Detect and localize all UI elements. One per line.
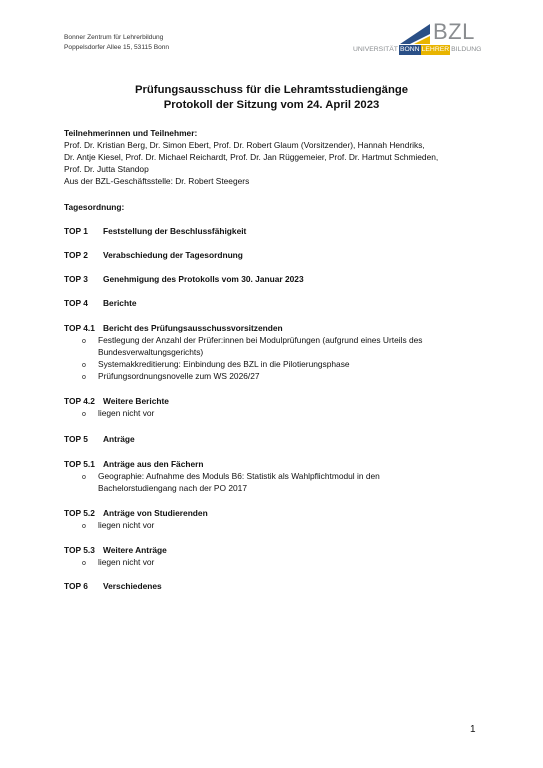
agenda-item-top2 <box>64 249 243 261</box>
agenda-item-top5-3 <box>64 544 167 556</box>
participants-line: Dr. Antje Kiesel, Prof. Dr. Michael Reichardt, Prof. Dr. Jan Rüggemeier, Prof. Dr. Hartmut Schmieden, <box>64 152 439 162</box>
list-item-text: liegen nicht vor <box>98 557 155 567</box>
bullet-marker: o <box>82 411 86 418</box>
agenda-title: Verschiedenes <box>103 581 162 591</box>
logo-subline <box>352 45 482 55</box>
agenda-heading: Tagesordnung: <box>64 202 125 212</box>
document-subtitle: Protokoll der Sitzung vom 24. April 2023 <box>163 99 380 111</box>
participants-line: Prof. Dr. Kristian Berg, Dr. Simon Ebert, Prof. Dr. Robert Glaum (Vorsitzender), Hannah Hendriks, <box>64 140 425 150</box>
agenda-code: TOP 4.1 <box>64 323 95 333</box>
agenda-title: Anträge aus den Fächern <box>103 459 204 469</box>
list-item-text: liegen nicht vor <box>98 520 155 530</box>
list-item-text: Systemakkreditierung: Einbindung des BZL in die Pilotierungsphase <box>98 359 350 369</box>
bullet-marker: o <box>82 560 86 567</box>
agenda-title: Weitere Berichte <box>103 396 169 406</box>
logo-sub-bildung: BILDUNG <box>451 46 482 53</box>
agenda-title: Feststellung der Beschlussfähigkeit <box>103 226 247 236</box>
list-item-text: liegen nicht vor <box>98 408 155 418</box>
agenda-code: TOP 2 <box>64 250 88 260</box>
list-item-continuation: Bachelorstudiengang nach der PO 2017 <box>98 483 247 493</box>
agenda-code: TOP 5.3 <box>64 545 95 555</box>
bullet-marker: o <box>82 474 86 481</box>
bzl-logo <box>352 19 500 58</box>
agenda-item-top6 <box>64 580 162 592</box>
list-item <box>82 519 154 533</box>
bullet-marker: o <box>82 362 86 369</box>
bzl-logo-mark-icon <box>400 24 430 44</box>
agenda-title: Bericht des Prüfungsausschussvorsitzenden <box>103 323 283 333</box>
agenda-code: TOP 4 <box>64 298 88 308</box>
document-title: Prüfungsausschuss für die Lehramtsstudiengänge <box>134 84 409 96</box>
page-number: 1 <box>470 724 476 735</box>
list-item <box>82 370 260 384</box>
agenda-item-top3 <box>64 273 304 285</box>
list-item-text: Festlegung der Anzahl der Prüfer:innen bei Modulprüfungen (aufgrund eines Urteils des <box>98 335 423 345</box>
agenda-item-top4-2 <box>64 395 169 407</box>
agenda-item-top1 <box>64 225 246 237</box>
agenda-code: TOP 5.1 <box>64 459 95 469</box>
agenda-code: TOP 5.2 <box>64 508 95 518</box>
agenda-item-top5-2 <box>64 507 208 519</box>
agenda-code: TOP 4.2 <box>64 396 95 406</box>
agenda-code: TOP 1 <box>64 226 88 236</box>
agenda-item-top4-1 <box>64 322 283 334</box>
logo-sub-bonn: BONN <box>399 46 420 53</box>
address-line-2: Poppelsdorfer Allee 15, 53115 Bonn <box>64 44 170 51</box>
agenda-code: TOP 6 <box>64 581 88 591</box>
list-item-text: Prüfungsordnungsnovelle zum WS 2026/27 <box>98 371 260 381</box>
participants-heading: Teilnehmerinnen und Teilnehmer: <box>64 128 198 138</box>
agenda-title: Weitere Anträge <box>103 545 167 555</box>
logo-sub-lehrer: LEHRER <box>421 46 450 53</box>
list-item-text: Geographie: Aufnahme des Moduls B6: Statistik als Wahlpflichtmodul in den <box>98 471 380 481</box>
agenda-item-top5 <box>64 433 135 445</box>
bullet-marker: o <box>82 338 86 345</box>
agenda-code: TOP 3 <box>64 274 88 284</box>
sender-address <box>64 33 169 53</box>
bullet-marker: o <box>82 523 86 530</box>
address-line-1: Bonner Zentrum für Lehrerbildung <box>64 34 164 41</box>
agenda-item-top5-1 <box>64 458 204 470</box>
bullet-marker: o <box>82 374 86 381</box>
agenda-item-top4 <box>64 297 137 309</box>
participants-line: Aus der BZL-Geschäftsstelle: Dr. Robert Steegers <box>64 176 250 186</box>
agenda-title: Berichte <box>103 298 137 308</box>
list-item <box>82 407 154 421</box>
agenda-title: Anträge von Studierenden <box>103 508 208 518</box>
agenda-title: Genehmigung des Protokolls vom 30. Januar 2023 <box>103 274 304 284</box>
list-item <box>82 556 154 570</box>
list-item-continuation: Bundesverwaltungsgerichts) <box>98 347 204 357</box>
agenda-title: Verabschiedung der Tagesordnung <box>103 250 243 260</box>
logo-text: BZL <box>433 19 475 44</box>
logo-sub-universitaet: UNIVERSITÄT <box>353 46 398 53</box>
agenda-code: TOP 5 <box>64 434 88 444</box>
agenda-title: Anträge <box>103 434 135 444</box>
participants-line: Prof. Dr. Jutta Standop <box>64 164 149 174</box>
